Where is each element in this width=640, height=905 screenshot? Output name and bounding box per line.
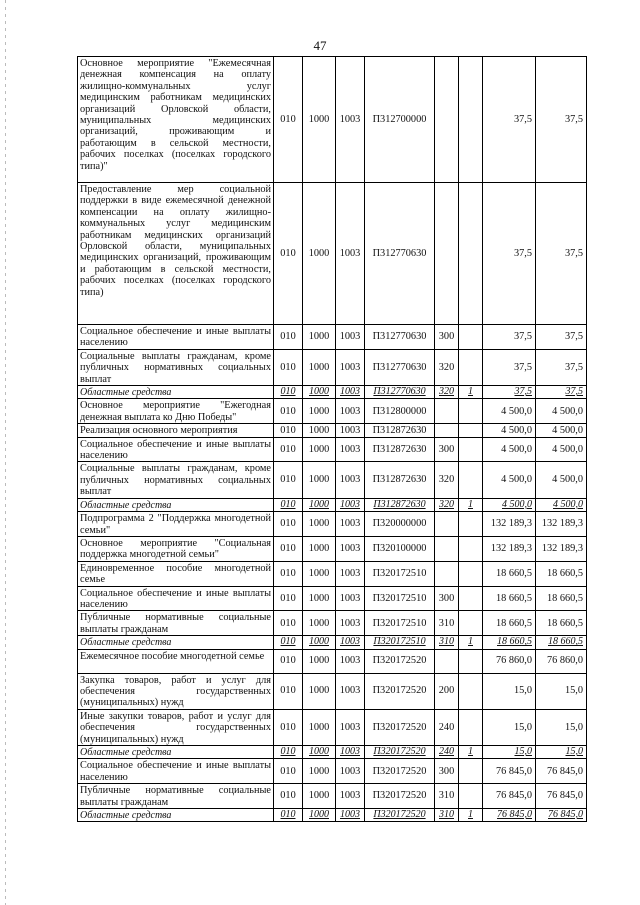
target-article-code: П320000000: [365, 512, 435, 537]
grbs-code: 010: [274, 673, 303, 709]
amount-year-2: 37,5: [536, 386, 587, 399]
row-name: Социальное обеспечение и иные выплаты населению: [78, 759, 274, 784]
amount-year-1: 15,0: [483, 709, 536, 745]
grbs-code: 010: [274, 636, 303, 649]
section-code: 1000: [303, 462, 336, 498]
expense-type-code: 310: [435, 636, 459, 649]
section-code: 1000: [303, 325, 336, 350]
amount-year-1: 132 189,3: [483, 512, 536, 537]
subsection-code: 1003: [336, 561, 365, 586]
table-row: [78, 386, 587, 399]
row-name: Основное мероприятие "Ежемесячная денежная компенсация на оплату жилищно-коммунальных услуг медицинским работникам медицинских организаций Орловской области, муниципальных медицинских организаций, проживающим и работающим в сельской местности, рабочих поселках (поселках городского типа)": [78, 57, 274, 183]
target-article-code: П320172520: [365, 673, 435, 709]
amount-year-1: 37,5: [483, 349, 536, 385]
expense-type-code: 240: [435, 709, 459, 745]
expense-type-code: [435, 536, 459, 561]
subsection-code: 1003: [336, 462, 365, 498]
funding-source-code: [459, 437, 483, 462]
table-row: [78, 57, 587, 183]
section-code: 1000: [303, 498, 336, 511]
amount-year-1: 4 500,0: [483, 399, 536, 424]
subsection-code: 1003: [336, 498, 365, 511]
grbs-code: 010: [274, 498, 303, 511]
funding-source-code: [459, 512, 483, 537]
target-article-code: П320172510: [365, 611, 435, 636]
funding-source-code: [459, 349, 483, 385]
funding-source-code: 1: [459, 636, 483, 649]
amount-year-2: 4 500,0: [536, 498, 587, 511]
table-row: [78, 349, 587, 385]
amount-year-1: 18 660,5: [483, 586, 536, 611]
amount-year-2: 15,0: [536, 709, 587, 745]
target-article-code: П312872630: [365, 462, 435, 498]
amount-year-2: 18 660,5: [536, 561, 587, 586]
expense-type-code: 320: [435, 349, 459, 385]
table-row: [78, 586, 587, 611]
table-row: [78, 498, 587, 511]
table-row: [78, 673, 587, 709]
row-name: Областные средства: [78, 636, 274, 649]
amount-year-2: 4 500,0: [536, 399, 587, 424]
subsection-code: 1003: [336, 399, 365, 424]
grbs-code: 010: [274, 746, 303, 759]
section-code: 1000: [303, 759, 336, 784]
expense-type-code: 240: [435, 746, 459, 759]
section-code: 1000: [303, 386, 336, 399]
row-name: Публичные нормативные социальные выплаты гражданам: [78, 611, 274, 636]
amount-year-2: 18 660,5: [536, 586, 587, 611]
table-row: [78, 636, 587, 649]
grbs-code: 010: [274, 809, 303, 822]
target-article-code: П312872630: [365, 424, 435, 437]
amount-year-1: 37,5: [483, 325, 536, 350]
target-article-code: П320172510: [365, 561, 435, 586]
expense-type-code: [435, 561, 459, 586]
row-name: Областные средства: [78, 386, 274, 399]
subsection-code: 1003: [336, 586, 365, 611]
grbs-code: 010: [274, 561, 303, 586]
subsection-code: 1003: [336, 349, 365, 385]
row-name: Социальное обеспечение и иные выплаты населению: [78, 325, 274, 350]
amount-year-2: 76 860,0: [536, 649, 587, 673]
expense-type-code: 310: [435, 611, 459, 636]
funding-source-code: [459, 399, 483, 424]
target-article-code: П312800000: [365, 399, 435, 424]
funding-source-code: 1: [459, 498, 483, 511]
subsection-code: 1003: [336, 673, 365, 709]
amount-year-2: 76 845,0: [536, 809, 587, 822]
subsection-code: 1003: [336, 437, 365, 462]
amount-year-1: 76 860,0: [483, 649, 536, 673]
funding-source-code: [459, 611, 483, 636]
amount-year-2: 4 500,0: [536, 424, 587, 437]
amount-year-1: 4 500,0: [483, 498, 536, 511]
funding-source-code: 1: [459, 746, 483, 759]
expense-type-code: [435, 512, 459, 537]
grbs-code: 010: [274, 512, 303, 537]
row-name: Публичные нормативные социальные выплаты гражданам: [78, 784, 274, 809]
amount-year-2: 15,0: [536, 746, 587, 759]
grbs-code: 010: [274, 325, 303, 350]
target-article-code: П320172520: [365, 746, 435, 759]
section-code: 1000: [303, 399, 336, 424]
row-name: Предоставление мер социальной поддержки в виде ежемесячной денежной компенсации на оплату жилищно-коммунальных услуг медицинским работникам медицинских организаций Орловской области, муниципальных медицинских организаций, проживающим и работающим в сельской местности, рабочих поселках (поселках городского типа): [78, 183, 274, 325]
table-row: [78, 462, 587, 498]
section-code: 1000: [303, 649, 336, 673]
grbs-code: 010: [274, 349, 303, 385]
expense-type-code: 310: [435, 784, 459, 809]
subsection-code: 1003: [336, 386, 365, 399]
section-code: 1000: [303, 57, 336, 183]
expense-type-code: 320: [435, 498, 459, 511]
target-article-code: П320172510: [365, 636, 435, 649]
row-name: Социальное обеспечение и иные выплаты населению: [78, 437, 274, 462]
amount-year-2: 76 845,0: [536, 784, 587, 809]
grbs-code: 010: [274, 536, 303, 561]
expense-type-code: 300: [435, 586, 459, 611]
table-row: [78, 512, 587, 537]
amount-year-1: 76 845,0: [483, 784, 536, 809]
grbs-code: 010: [274, 759, 303, 784]
amount-year-2: 37,5: [536, 325, 587, 350]
row-name: Социальные выплаты гражданам, кроме публичных нормативных социальных выплат: [78, 349, 274, 385]
amount-year-1: 18 660,5: [483, 611, 536, 636]
table-row: [78, 437, 587, 462]
grbs-code: 010: [274, 709, 303, 745]
row-name: Областные средства: [78, 498, 274, 511]
funding-source-code: [459, 183, 483, 325]
expense-type-code: [435, 183, 459, 325]
section-code: 1000: [303, 673, 336, 709]
expense-type-code: 300: [435, 325, 459, 350]
row-name: Областные средства: [78, 809, 274, 822]
amount-year-1: 76 845,0: [483, 759, 536, 784]
amount-year-1: 37,5: [483, 386, 536, 399]
expense-type-code: [435, 649, 459, 673]
amount-year-1: 132 189,3: [483, 536, 536, 561]
amount-year-2: 18 660,5: [536, 636, 587, 649]
target-article-code: П320172520: [365, 784, 435, 809]
section-code: 1000: [303, 636, 336, 649]
grbs-code: 010: [274, 437, 303, 462]
funding-source-code: [459, 57, 483, 183]
grbs-code: 010: [274, 424, 303, 437]
table-row: [78, 325, 587, 350]
funding-source-code: [459, 561, 483, 586]
amount-year-1: 15,0: [483, 673, 536, 709]
row-name: Единовременное пособие многодетной семье: [78, 561, 274, 586]
target-article-code: П320172520: [365, 649, 435, 673]
table-row: [78, 424, 587, 437]
section-code: 1000: [303, 746, 336, 759]
grbs-code: 010: [274, 57, 303, 183]
row-name: Основное мероприятие "Ежегодная денежная выплата ко Дню Победы": [78, 399, 274, 424]
funding-source-code: [459, 424, 483, 437]
subsection-code: 1003: [336, 536, 365, 561]
row-name: Ежемесячное пособие многодетной семье: [78, 649, 274, 673]
section-code: 1000: [303, 424, 336, 437]
section-code: 1000: [303, 611, 336, 636]
amount-year-2: 132 189,3: [536, 536, 587, 561]
section-code: 1000: [303, 709, 336, 745]
amount-year-1: 76 845,0: [483, 809, 536, 822]
amount-year-2: 4 500,0: [536, 437, 587, 462]
subsection-code: 1003: [336, 746, 365, 759]
expense-type-code: 320: [435, 462, 459, 498]
subsection-code: 1003: [336, 809, 365, 822]
amount-year-1: 18 660,5: [483, 561, 536, 586]
table-row: [78, 809, 587, 822]
target-article-code: П312770630: [365, 183, 435, 325]
target-article-code: П320172520: [365, 809, 435, 822]
margin-punch-line: [5, 0, 6, 905]
expense-type-code: 300: [435, 759, 459, 784]
grbs-code: 010: [274, 784, 303, 809]
expense-type-code: [435, 424, 459, 437]
target-article-code: П312770630: [365, 349, 435, 385]
expense-type-code: [435, 57, 459, 183]
grbs-code: 010: [274, 386, 303, 399]
section-code: 1000: [303, 784, 336, 809]
target-article-code: П320172520: [365, 759, 435, 784]
subsection-code: 1003: [336, 709, 365, 745]
section-code: 1000: [303, 349, 336, 385]
amount-year-2: 15,0: [536, 673, 587, 709]
budget-table: [77, 56, 587, 822]
grbs-code: 010: [274, 586, 303, 611]
amount-year-1: 4 500,0: [483, 437, 536, 462]
subsection-code: 1003: [336, 424, 365, 437]
funding-source-code: [459, 784, 483, 809]
target-article-code: П312770630: [365, 386, 435, 399]
amount-year-2: 76 845,0: [536, 759, 587, 784]
amount-year-2: 37,5: [536, 349, 587, 385]
amount-year-2: 37,5: [536, 57, 587, 183]
target-article-code: П312872630: [365, 498, 435, 511]
amount-year-1: 4 500,0: [483, 462, 536, 498]
table-body: [78, 57, 587, 822]
subsection-code: 1003: [336, 784, 365, 809]
row-name: Реализация основного мероприятия: [78, 424, 274, 437]
section-code: 1000: [303, 183, 336, 325]
funding-source-code: [459, 673, 483, 709]
subsection-code: 1003: [336, 512, 365, 537]
subsection-code: 1003: [336, 759, 365, 784]
subsection-code: 1003: [336, 649, 365, 673]
section-code: 1000: [303, 561, 336, 586]
row-name: Социальные выплаты гражданам, кроме публичных нормативных социальных выплат: [78, 462, 274, 498]
amount-year-1: 4 500,0: [483, 424, 536, 437]
amount-year-2: 37,5: [536, 183, 587, 325]
page-number: 47: [313, 38, 327, 53]
target-article-code: П320172510: [365, 586, 435, 611]
amount-year-1: 18 660,5: [483, 636, 536, 649]
table-row: [78, 759, 587, 784]
amount-year-1: 15,0: [483, 746, 536, 759]
table-row: [78, 536, 587, 561]
table-row: [78, 561, 587, 586]
funding-source-code: [459, 462, 483, 498]
funding-source-code: [459, 325, 483, 350]
funding-source-code: [459, 649, 483, 673]
subsection-code: 1003: [336, 611, 365, 636]
table-row: [78, 649, 587, 673]
expense-type-code: 300: [435, 437, 459, 462]
section-code: 1000: [303, 809, 336, 822]
grbs-code: 010: [274, 462, 303, 498]
table-row: [78, 709, 587, 745]
row-name: Закупка товаров, работ и услуг для обеспечения государственных (муниципальных) нужд: [78, 673, 274, 709]
section-code: 1000: [303, 586, 336, 611]
table-row: [78, 399, 587, 424]
funding-source-code: [459, 586, 483, 611]
grbs-code: 010: [274, 611, 303, 636]
amount-year-1: 37,5: [483, 57, 536, 183]
grbs-code: 010: [274, 649, 303, 673]
row-name: Социальное обеспечение и иные выплаты населению: [78, 586, 274, 611]
table-row: [78, 784, 587, 809]
section-code: 1000: [303, 536, 336, 561]
funding-source-code: 1: [459, 386, 483, 399]
expense-type-code: 320: [435, 386, 459, 399]
funding-source-code: [459, 709, 483, 745]
row-name: Иные закупки товаров, работ и услуг для обеспечения государственных (муниципальных) нужд: [78, 709, 274, 745]
table-row: [78, 746, 587, 759]
expense-type-code: 310: [435, 809, 459, 822]
row-name: Областные средства: [78, 746, 274, 759]
amount-year-2: 18 660,5: [536, 611, 587, 636]
funding-source-code: [459, 536, 483, 561]
subsection-code: 1003: [336, 57, 365, 183]
subsection-code: 1003: [336, 636, 365, 649]
funding-source-code: 1: [459, 809, 483, 822]
amount-year-1: 37,5: [483, 183, 536, 325]
table-row: [78, 611, 587, 636]
subsection-code: 1003: [336, 183, 365, 325]
grbs-code: 010: [274, 399, 303, 424]
target-article-code: П312770630: [365, 325, 435, 350]
table-row: [78, 183, 587, 325]
expense-type-code: 200: [435, 673, 459, 709]
expense-type-code: [435, 399, 459, 424]
section-code: 1000: [303, 512, 336, 537]
target-article-code: П312700000: [365, 57, 435, 183]
row-name: Подпрограмма 2 "Поддержка многодетной семьи": [78, 512, 274, 537]
grbs-code: 010: [274, 183, 303, 325]
amount-year-2: 4 500,0: [536, 462, 587, 498]
target-article-code: П320172520: [365, 709, 435, 745]
row-name: Основное мероприятие "Социальная поддержка многодетной семьи": [78, 536, 274, 561]
section-code: 1000: [303, 437, 336, 462]
target-article-code: П320100000: [365, 536, 435, 561]
subsection-code: 1003: [336, 325, 365, 350]
funding-source-code: [459, 759, 483, 784]
target-article-code: П312872630: [365, 437, 435, 462]
amount-year-2: 132 189,3: [536, 512, 587, 537]
